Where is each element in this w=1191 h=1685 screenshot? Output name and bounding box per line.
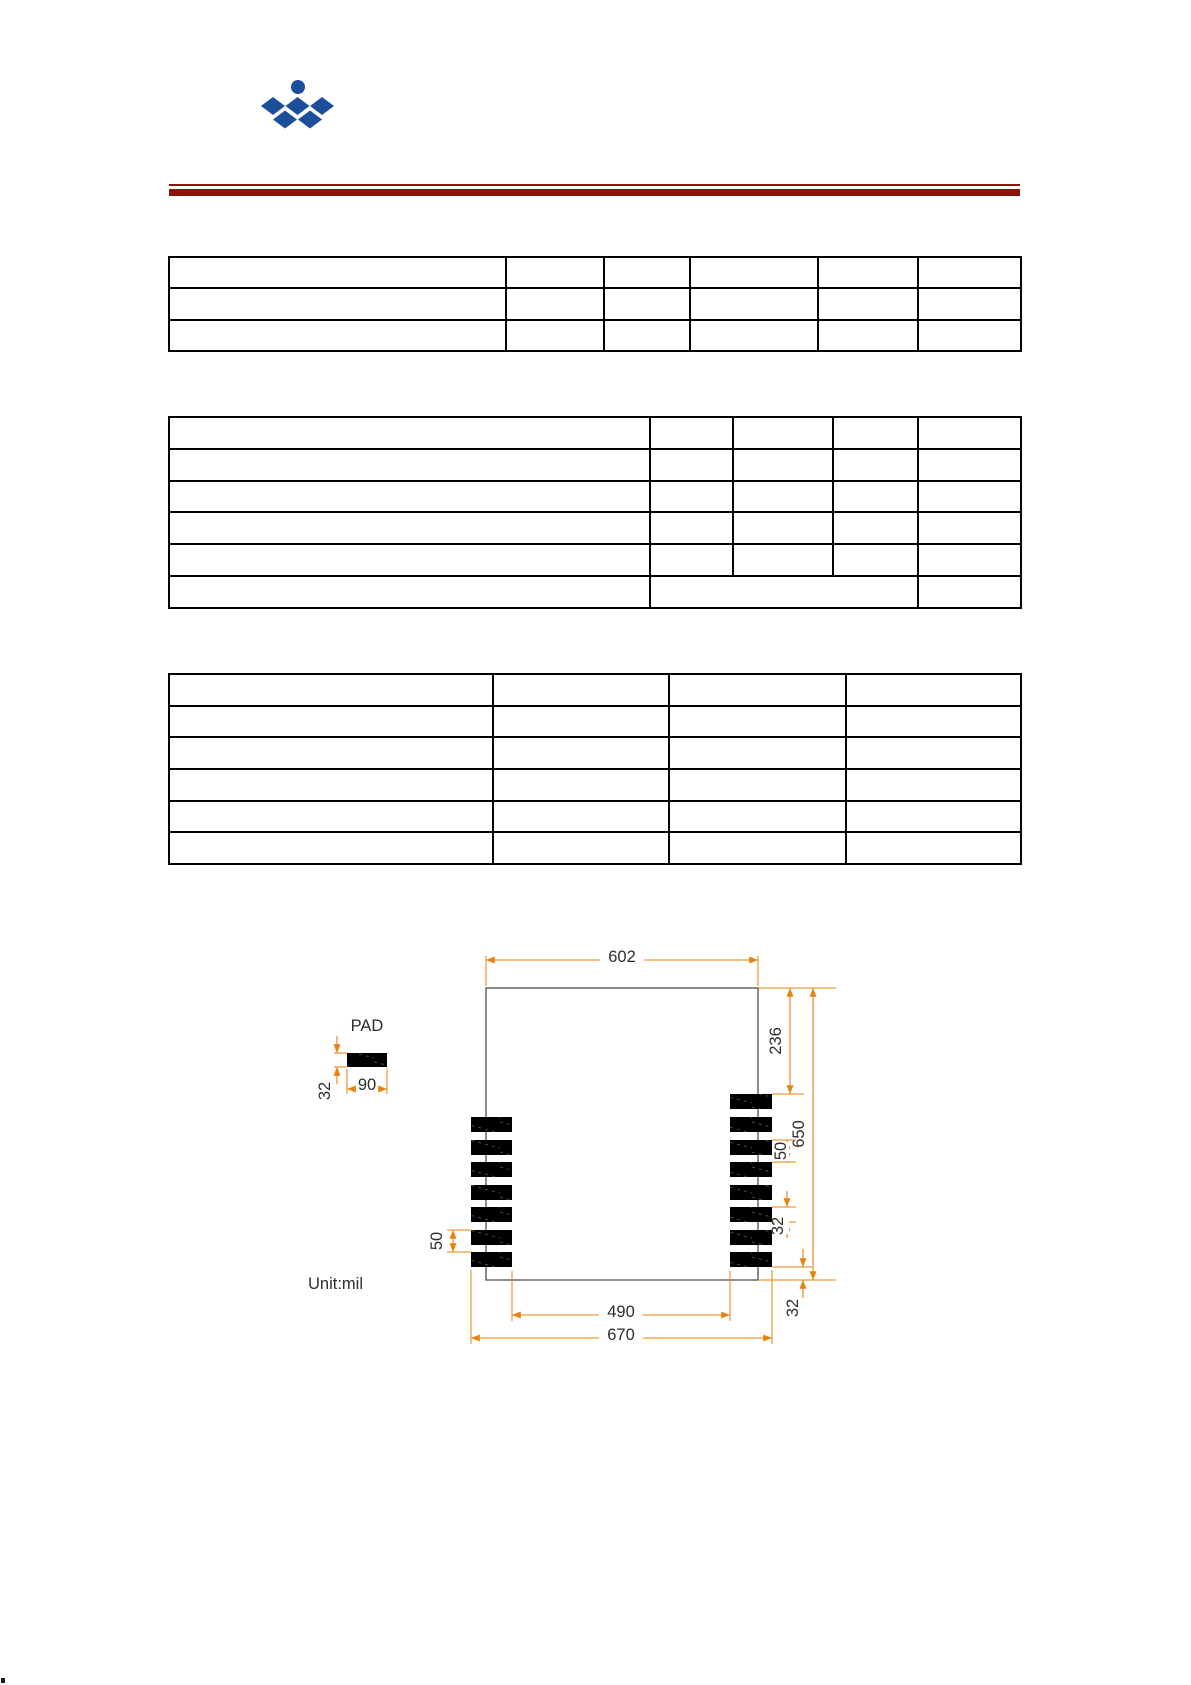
table-cell: [669, 832, 846, 864]
table-cell: [818, 320, 918, 351]
pad: [730, 1252, 772, 1267]
dim-legend-pad-height-label: 32: [316, 1081, 334, 1101]
logo-diamond: [310, 97, 334, 115]
logo-diamond: [273, 111, 297, 129]
table-row: [169, 481, 1021, 513]
table-cell: [918, 417, 1021, 449]
table-cell: [493, 769, 669, 801]
table-cell: [169, 544, 650, 576]
table-cell: [506, 288, 604, 319]
table-cell: [506, 320, 604, 351]
table-row: [169, 576, 1021, 608]
table-row: [169, 544, 1021, 576]
table-cell: [918, 544, 1021, 576]
pad-legend-sample: [347, 1053, 387, 1067]
pad: [471, 1117, 512, 1132]
dim-left-pitch-label: 50: [428, 1231, 446, 1251]
dim-inner-span-label: 490: [607, 1303, 635, 1321]
table-cell: [833, 449, 918, 481]
table-cell: [669, 706, 846, 738]
table-cell: [169, 320, 506, 351]
table-cell: [650, 417, 733, 449]
table-cell: [669, 769, 846, 801]
table-row: [169, 449, 1021, 481]
table-cell: [733, 481, 833, 513]
table-row: [169, 801, 1021, 833]
pad: [730, 1117, 772, 1132]
table-cell: [493, 832, 669, 864]
dim-bottom-offset-label: 32: [784, 1298, 802, 1318]
dim-width-label: 602: [608, 948, 636, 966]
table-row: [169, 417, 1021, 449]
table-cell: [669, 737, 846, 769]
logo-diamond: [298, 111, 322, 129]
right-pad-column: [730, 1094, 772, 1267]
left-pad-column: [471, 1117, 512, 1267]
dim-outer-span-label: 670: [607, 1326, 635, 1344]
table-cell: [918, 320, 1021, 351]
table-row: [169, 257, 1021, 288]
table-row: [169, 769, 1021, 801]
dim-height-label: 650: [790, 1120, 808, 1148]
table-row: [169, 706, 1021, 738]
table-cell: [669, 674, 846, 706]
unit-label: Unit:mil: [308, 1275, 364, 1293]
table-cell: [169, 674, 493, 706]
table-cell: [506, 257, 604, 288]
table-cell: [169, 706, 493, 738]
table-cell: [169, 832, 493, 864]
body-outline: [486, 988, 758, 1280]
table-row: [169, 737, 1021, 769]
table-cell: [918, 449, 1021, 481]
table-cell: [169, 481, 650, 513]
pcb-footprint-drawing: [290, 880, 850, 1360]
logo-circle: [291, 80, 305, 94]
table-cell: [833, 544, 918, 576]
table-cell: [604, 288, 690, 319]
table-cell: [169, 288, 506, 319]
table-cell: [918, 512, 1021, 544]
table-1: [168, 256, 1022, 352]
table-cell: [493, 706, 669, 738]
table-cell: [169, 801, 493, 833]
logo-diamond: [261, 97, 285, 115]
table-cell: [846, 801, 1021, 833]
table-cell: [169, 449, 650, 481]
pad: [730, 1162, 772, 1177]
dim-legend-pad-width-label: 90: [357, 1076, 377, 1094]
table-cell: [493, 737, 669, 769]
table-cell: [733, 512, 833, 544]
table-cell: [846, 832, 1021, 864]
dim-right-pitch-label: 50: [772, 1141, 790, 1161]
table-cell: [818, 288, 918, 319]
table-2: [168, 416, 1022, 609]
table-row: [169, 674, 1021, 706]
pad: [471, 1140, 512, 1155]
table-cell: [650, 449, 733, 481]
table-cell: [818, 257, 918, 288]
table-cell: [690, 288, 818, 319]
table-cell: [169, 576, 650, 608]
table-cell: [918, 288, 1021, 319]
table-cell: [650, 512, 733, 544]
pad: [730, 1230, 772, 1245]
table-cell: [169, 257, 506, 288]
page-artifact-dot: [1, 1678, 5, 1683]
table-cell: [733, 544, 833, 576]
pad: [730, 1185, 772, 1200]
table-cell: [669, 801, 846, 833]
table-cell: [846, 737, 1021, 769]
header-rule-thick: [169, 189, 1020, 196]
pad: [730, 1207, 772, 1222]
table-cell: [918, 481, 1021, 513]
table-cell: [833, 417, 918, 449]
dim-top-offset-label: 236: [767, 1027, 785, 1055]
table-cell: [493, 674, 669, 706]
table-cell: [690, 320, 818, 351]
table-cell: [169, 737, 493, 769]
header-rule-thin: [169, 184, 1020, 186]
table-cell: [604, 320, 690, 351]
pad: [730, 1140, 772, 1155]
table-row: [169, 288, 1021, 319]
table-row: [169, 832, 1021, 864]
table-cell: [846, 674, 1021, 706]
pad: [471, 1162, 512, 1177]
table-cell: [169, 769, 493, 801]
pad: [471, 1230, 512, 1245]
table-3: [168, 673, 1022, 865]
table-cell: [846, 769, 1021, 801]
pad: [471, 1185, 512, 1200]
table-cell: [733, 417, 833, 449]
pad: [471, 1252, 512, 1267]
table-cell: [733, 449, 833, 481]
table-cell: [604, 257, 690, 288]
pad-legend-label: PAD: [350, 1017, 384, 1035]
company-logo: [255, 70, 345, 135]
table-row: [169, 320, 1021, 351]
table-cell: [690, 257, 818, 288]
table-cell-merged: [650, 576, 918, 608]
table-cell: [918, 257, 1021, 288]
table-cell: [846, 706, 1021, 738]
pad: [730, 1094, 772, 1109]
table-row: [169, 512, 1021, 544]
table-cell: [833, 481, 918, 513]
table-cell: [493, 801, 669, 833]
table-cell: [833, 512, 918, 544]
table-cell: [650, 481, 733, 513]
table-cell: [918, 576, 1021, 608]
dim-right-pad-height-label: 32: [769, 1216, 787, 1236]
table-cell: [169, 512, 650, 544]
pad: [471, 1207, 512, 1222]
logo-diamond: [286, 97, 310, 115]
table-cell: [169, 417, 650, 449]
table-cell: [650, 544, 733, 576]
